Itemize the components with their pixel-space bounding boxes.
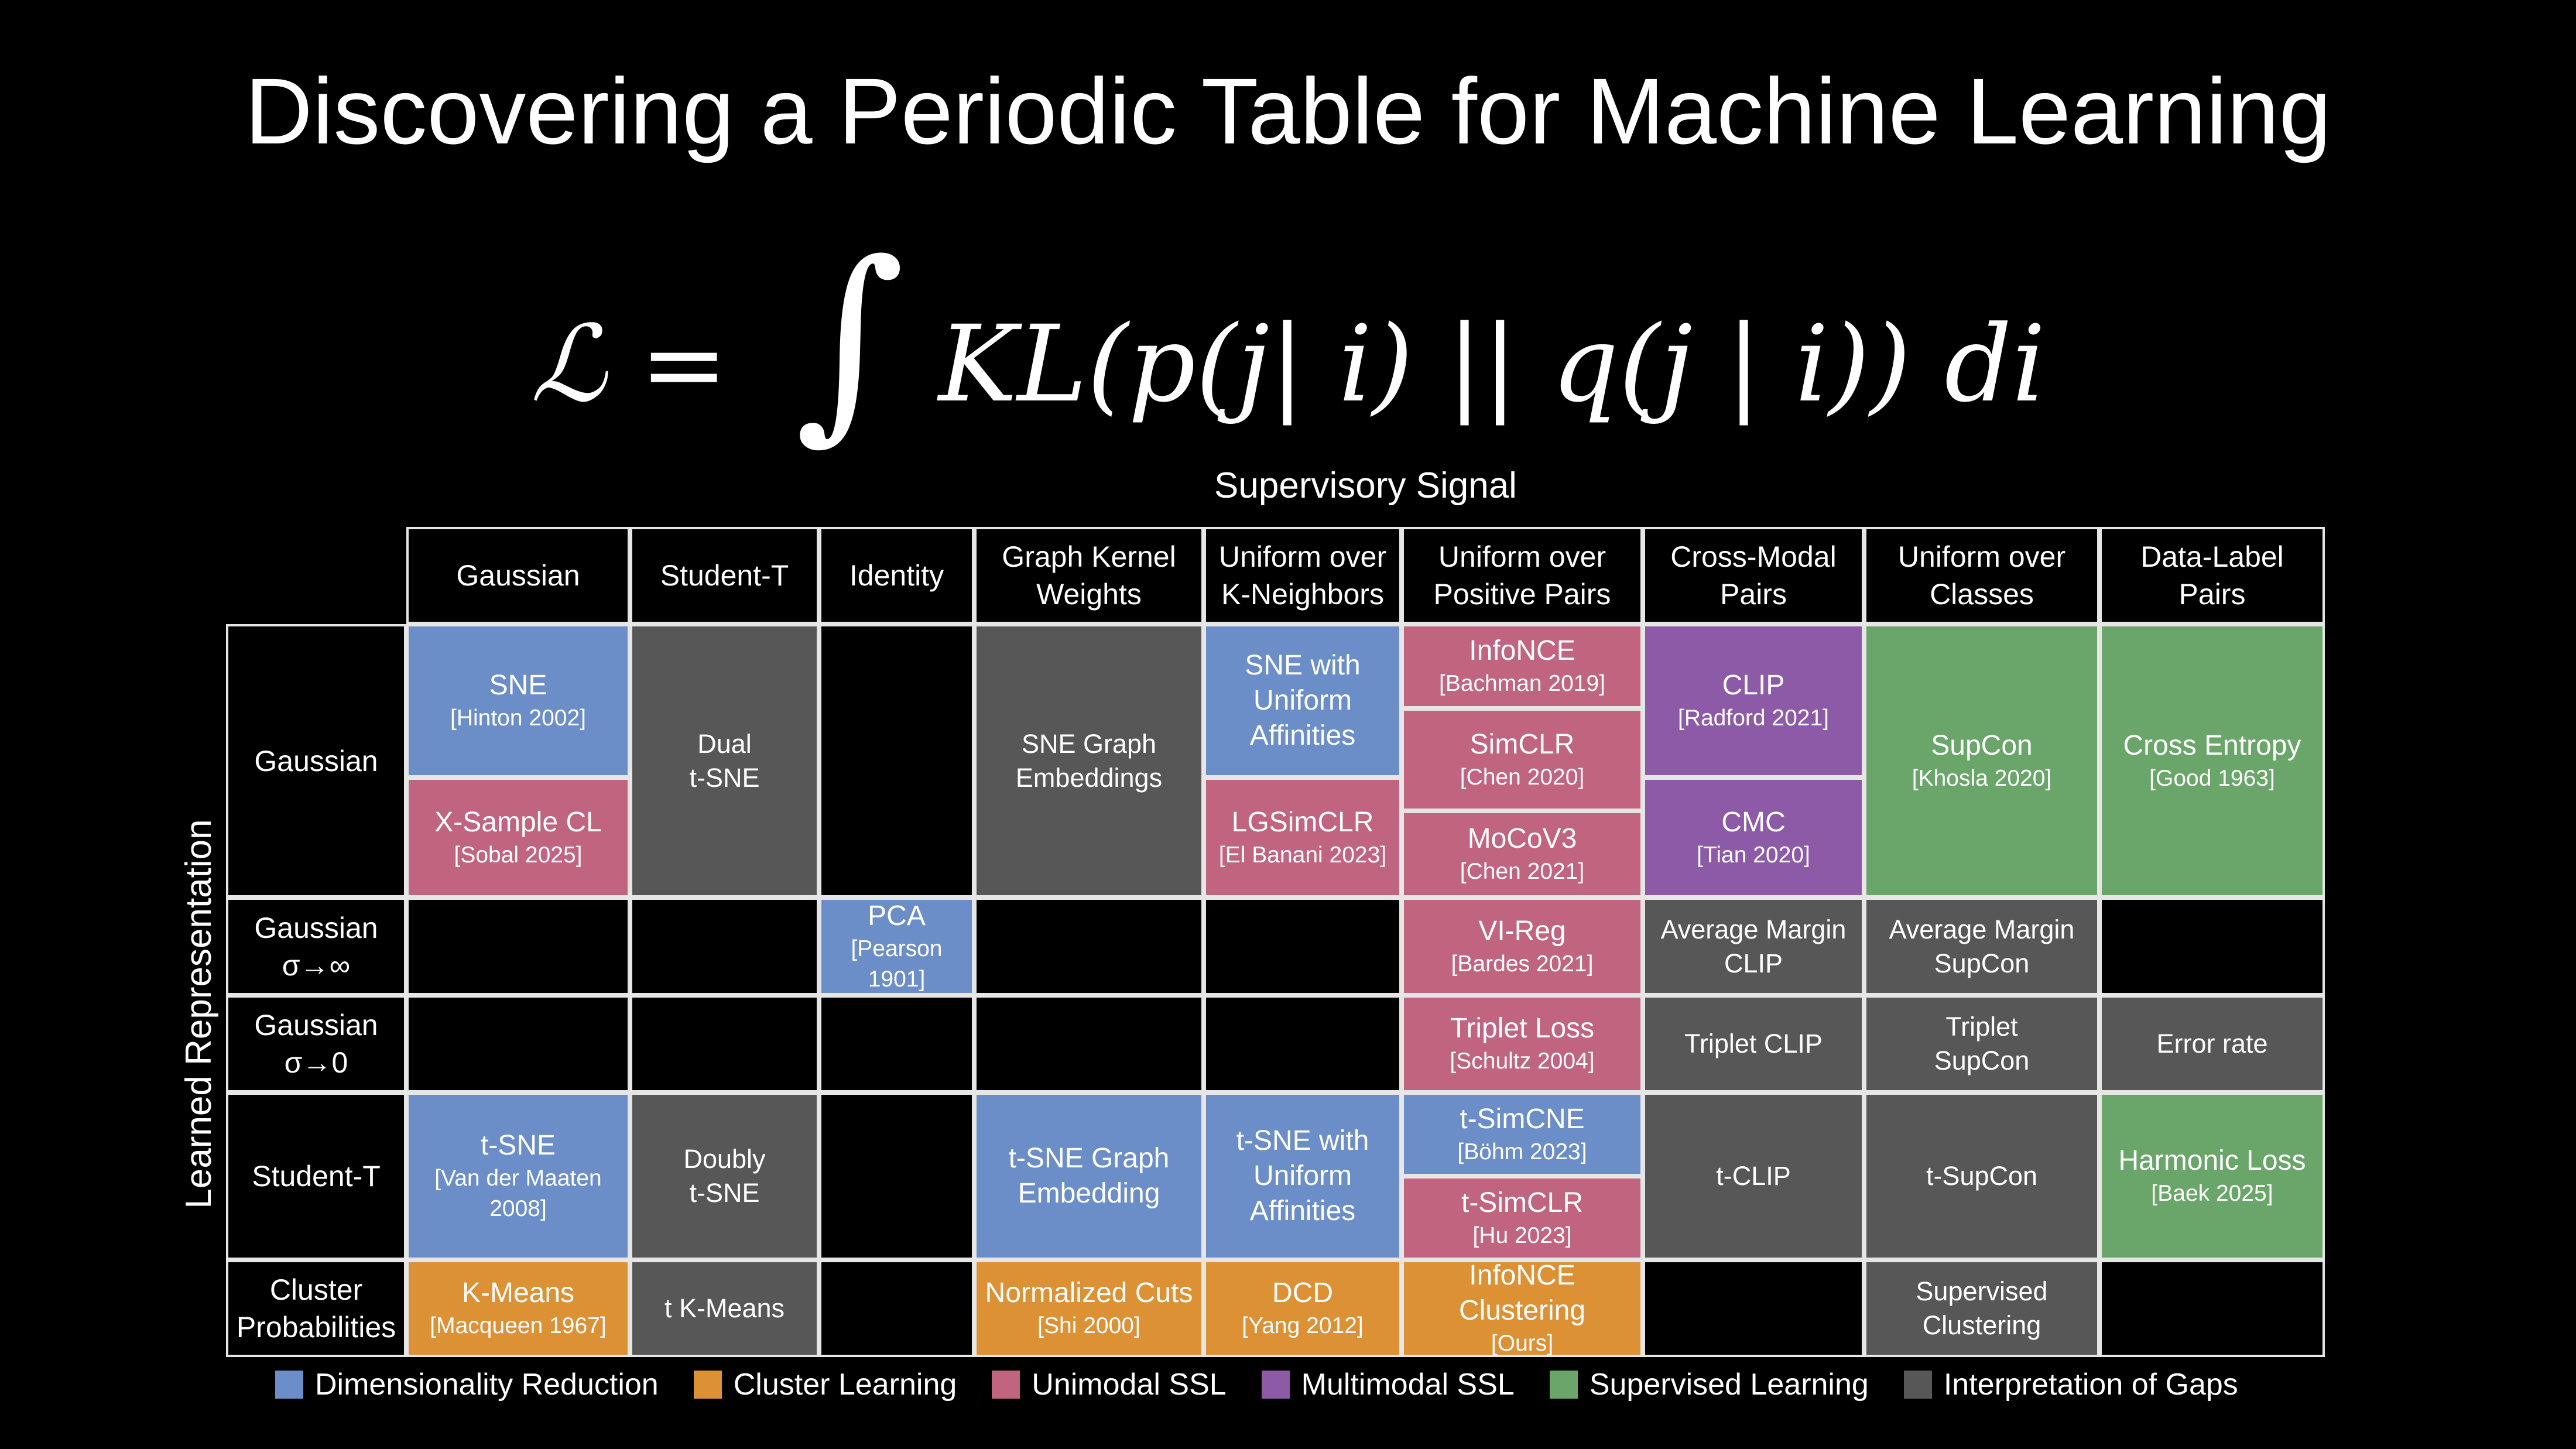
legend-swatch <box>1904 1371 1932 1399</box>
column-header-label: Identity <box>849 559 944 592</box>
method-citation <box>1460 762 1585 793</box>
legend-swatch <box>694 1371 722 1399</box>
empty-cell <box>974 995 1204 1092</box>
citation-line: [Good 1963] <box>2149 765 2275 791</box>
empty-cell <box>630 995 819 1092</box>
method-cell-vireg <box>1402 898 1643 995</box>
method-name-line: SNE <box>489 670 547 701</box>
method-cell-dual-tsne <box>630 624 819 898</box>
method-name-line: SimCLR <box>1469 728 1575 760</box>
empty-cell <box>819 995 974 1092</box>
method-name-line: InfoNCE <box>1469 1260 1575 1291</box>
column-header <box>1864 527 2099 624</box>
method-name-line: t-CLIP <box>1716 1161 1791 1191</box>
citation-line: [Schultz 2004] <box>1450 1049 1595 1074</box>
loss-formula <box>0 211 2576 482</box>
method-citation <box>430 1311 606 1341</box>
empty-cell <box>974 898 1204 995</box>
method-cell-avg-margin-clip <box>1643 898 1864 995</box>
method-name-line: t-SNE <box>689 762 760 793</box>
method-cell-tsimclr <box>1402 1176 1643 1260</box>
citation-line: [Chen 2021] <box>1460 859 1585 884</box>
row-header-label: Cluster <box>269 1273 363 1306</box>
row-header <box>226 995 406 1092</box>
method-name-line: t-SNE Graph <box>1008 1143 1170 1174</box>
column-header-label: Pairs <box>1720 578 1787 611</box>
citation-line: [Shi 2000] <box>1037 1313 1140 1338</box>
method-name-line: t-SNE <box>480 1130 556 1161</box>
method-cell-infonce-clustering <box>1402 1260 1643 1357</box>
column-header-label: Uniform over <box>1438 540 1606 573</box>
method-name <box>1245 648 1360 753</box>
method-name-line: Triplet CLIP <box>1684 1029 1823 1059</box>
method-name <box>481 1128 556 1163</box>
method-name-line: Supervised <box>1916 1276 2048 1306</box>
method-name-line: Average Margin <box>1660 914 1847 944</box>
row-header <box>226 1092 406 1260</box>
legend-swatch <box>992 1371 1020 1399</box>
method-name <box>462 1276 574 1311</box>
column-header-label: Gaussian <box>456 559 580 592</box>
row-header <box>226 1260 406 1357</box>
method-cell-error-rate <box>2099 995 2325 1092</box>
citation-line: [Hu 2023] <box>1472 1222 1572 1248</box>
method-name <box>1016 727 1162 795</box>
method-name-line: Uniform <box>1253 1160 1352 1191</box>
method-citation <box>450 703 586 734</box>
column-header <box>1204 527 1402 624</box>
citation-line: [Bardes 2021] <box>1451 951 1594 977</box>
column-header <box>630 527 819 624</box>
method-cell-sne-graph <box>974 624 1204 898</box>
method-name-line: Error rate <box>2156 1029 2268 1059</box>
method-name-line: Uniform <box>1253 685 1352 716</box>
method-name-line: Doubly <box>683 1144 766 1174</box>
method-name <box>1461 1186 1583 1221</box>
legend-item-clu <box>694 1367 957 1402</box>
method-citation <box>1460 857 1585 887</box>
method-name <box>489 668 547 703</box>
method-citation <box>1472 1221 1571 1251</box>
column-header <box>1643 527 1864 624</box>
method-name <box>1232 805 1374 840</box>
method-cell-xsample-cl <box>406 777 630 898</box>
method-name-line: InfoNCE <box>1469 635 1575 666</box>
citation-line: [Macqueen 1967] <box>430 1313 607 1338</box>
row-header-label: σ→0 <box>284 1046 348 1079</box>
empty-cell <box>819 1260 974 1357</box>
method-name <box>1009 1141 1170 1211</box>
column-header-label: Uniform over <box>1218 540 1387 573</box>
empty-cell <box>406 898 630 995</box>
citation-line: [Khosla 2020] <box>1912 765 2052 791</box>
row-header <box>226 898 406 995</box>
supervisory-signal-axis-label: Supervisory Signal <box>1214 465 1517 506</box>
page-title: Discovering a Periodic Table for Machine Learning <box>245 59 2331 163</box>
column-header <box>1402 527 1643 624</box>
empty-cell <box>630 898 819 995</box>
method-cell-avg-margin-supcon <box>1864 898 2099 995</box>
method-name <box>683 1142 765 1210</box>
legend-item-uni <box>992 1367 1226 1402</box>
row-header-label: Student-T <box>252 1160 381 1193</box>
method-cell-supervised-clustering <box>1864 1260 2099 1357</box>
method-name-line: LGSimCLR <box>1231 806 1374 838</box>
column-header <box>819 527 974 624</box>
method-name-line: Affinities <box>1249 720 1356 751</box>
method-cell-sne <box>406 624 630 777</box>
legend-item-gap <box>1904 1367 2238 1402</box>
citation-line: [Chen 2020] <box>1460 764 1585 790</box>
legend-label: Dimensionality Reduction <box>315 1368 659 1402</box>
method-name-line: t-SNE with <box>1236 1125 1369 1156</box>
citation-line: [Sobal 2025] <box>454 842 583 868</box>
column-header <box>2099 527 2325 624</box>
method-name-line: t-SimCLR <box>1461 1187 1583 1218</box>
method-citation <box>1678 703 1829 734</box>
method-name <box>689 727 759 795</box>
method-name-line: Clustering <box>1458 1295 1586 1326</box>
method-name-line: CLIP <box>1724 948 1783 978</box>
method-name <box>2156 1027 2267 1061</box>
method-name <box>1469 633 1575 669</box>
empty-cell <box>1204 898 1402 995</box>
method-name-line: Cross Entropy <box>2123 729 2301 761</box>
method-cell-cmc <box>1643 777 1864 898</box>
method-name <box>434 805 601 840</box>
method-name <box>1460 1102 1584 1137</box>
column-header-label: Positive Pairs <box>1433 578 1611 611</box>
citation-line: [Pearson 1901] <box>851 936 943 992</box>
method-name-line: Embedding <box>1018 1178 1160 1209</box>
method-cell-t-kmeans <box>630 1260 819 1357</box>
method-cell-dcd <box>1204 1260 1402 1357</box>
column-header <box>974 527 1204 624</box>
legend-item-dim <box>275 1367 659 1402</box>
formula-lhs: ℒ = <box>530 303 728 426</box>
method-name <box>1450 1011 1594 1046</box>
column-header-label: Uniform over <box>1897 540 2066 573</box>
method-citation <box>2151 1179 2273 1209</box>
citation-line: 2008] <box>489 1196 547 1221</box>
empty-cell <box>1204 995 1402 1092</box>
empty-cell <box>2099 898 2325 995</box>
legend-swatch <box>1262 1371 1290 1399</box>
method-name-line: t-SNE <box>689 1178 760 1208</box>
method-name <box>868 899 926 934</box>
legend-item-sup <box>1550 1367 1869 1402</box>
method-citation <box>1457 1137 1587 1167</box>
method-name <box>1470 727 1575 762</box>
method-citation <box>1697 840 1810 871</box>
method-cell-simclr <box>1402 708 1643 811</box>
method-citation <box>1037 1311 1140 1341</box>
empty-cell <box>819 1092 974 1260</box>
method-name-line: Normalized Cuts <box>985 1277 1193 1308</box>
method-cell-harmonic-loss <box>2099 1092 2325 1260</box>
method-cell-infonce <box>1402 624 1643 708</box>
method-name <box>2123 728 2301 763</box>
row-header-label: Probabilities <box>236 1311 396 1344</box>
column-header-label: Graph Kernel <box>1002 540 1176 573</box>
method-citation <box>1439 669 1605 699</box>
method-citation <box>434 1163 601 1224</box>
row-header <box>226 624 406 898</box>
citation-line: [Ours] <box>1491 1331 1554 1356</box>
method-cell-kmeans <box>406 1260 630 1357</box>
legend-label: Cluster Learning <box>733 1368 957 1402</box>
method-name-line: Triplet Loss <box>1450 1013 1595 1044</box>
method-name-line: Average Margin <box>1889 914 2075 944</box>
method-name <box>1478 914 1566 949</box>
method-cell-triplet-clip <box>1643 995 1864 1092</box>
method-name <box>1236 1123 1369 1229</box>
method-name-line: PCA <box>868 900 926 931</box>
method-citation <box>1242 1311 1363 1341</box>
method-name-line: Embeddings <box>1015 762 1163 793</box>
column-header-label: Weights <box>1036 578 1142 611</box>
method-name <box>664 1292 785 1325</box>
legend-swatch <box>275 1371 303 1399</box>
citation-line: [Yang 2012] <box>1242 1313 1364 1338</box>
method-citation <box>1491 1328 1553 1359</box>
column-header-label: Cross-Modal <box>1670 540 1837 573</box>
method-name <box>1916 1275 2047 1342</box>
method-name-line: SNE with <box>1245 650 1361 681</box>
method-name-line: Dual <box>697 728 752 759</box>
method-name-line: K-Means <box>461 1277 575 1308</box>
method-name <box>1684 1027 1823 1061</box>
method-name <box>1931 728 2032 763</box>
citation-line: [Tian 2020] <box>1697 842 1810 868</box>
method-cell-tclip <box>1643 1092 1864 1260</box>
method-cell-mocov3 <box>1402 811 1643 898</box>
row-header-label: Gaussian <box>254 1009 378 1042</box>
citation-line: [Bachman 2019] <box>1438 671 1606 696</box>
method-cell-triplet-loss <box>1402 995 1643 1092</box>
method-name-line: MoCoV3 <box>1467 823 1577 854</box>
integral-sign: ∫ <box>795 217 905 462</box>
formula-rhs: KL(p(j| i) || q(j | i)) di <box>938 303 2046 426</box>
legend-swatch <box>1550 1371 1578 1399</box>
method-citation <box>825 934 968 995</box>
method-cell-normalized-cuts <box>974 1260 1204 1357</box>
method-name-line: SNE Graph <box>1021 728 1157 759</box>
citation-line: [Baek 2025] <box>2151 1181 2273 1206</box>
method-name-line: VI-Reg <box>1478 915 1566 947</box>
row-header-label: σ→∞ <box>282 948 351 982</box>
method-cell-tsne-uniform <box>1204 1092 1402 1260</box>
method-cell-tsne-graph <box>974 1092 1204 1260</box>
citation-line: [Van der Maaten <box>434 1166 602 1191</box>
method-name-line: SupCon <box>1931 729 2033 761</box>
method-cell-doubly-tsne <box>630 1092 819 1260</box>
row-header-label: Gaussian <box>254 744 378 777</box>
method-citation <box>454 840 582 871</box>
method-name <box>1468 821 1577 857</box>
column-header-label: Pairs <box>2178 578 2246 611</box>
column-header-label: Student-T <box>660 559 789 592</box>
legend-label: Multimodal SSL <box>1301 1368 1515 1402</box>
citation-line: [El Banani 2023] <box>1218 842 1387 868</box>
method-name <box>985 1276 1193 1311</box>
method-cell-triplet-supcon <box>1864 995 2099 1092</box>
column-header-label: Classes <box>1930 578 2034 611</box>
method-cell-pca <box>819 898 974 995</box>
method-citation <box>1912 763 2052 794</box>
method-cell-sne-uniform <box>1204 624 1402 777</box>
column-header-label: K-Neighbors <box>1221 578 1384 611</box>
method-name-line: CMC <box>1721 806 1786 838</box>
method-name-line: CLIP <box>1722 670 1785 701</box>
method-name <box>1272 1276 1333 1311</box>
method-cell-cross-entropy <box>2099 624 2325 898</box>
method-citation <box>1219 840 1386 871</box>
method-name-line: DCD <box>1272 1277 1333 1308</box>
method-name-line: Clustering <box>1922 1310 2041 1340</box>
method-cell-supcon <box>1864 624 2099 898</box>
empty-cell <box>2099 1260 2325 1357</box>
citation-line: [Böhm 2023] <box>1457 1139 1587 1164</box>
method-cell-tsne <box>406 1092 630 1260</box>
empty-cell <box>1643 1260 1864 1357</box>
method-name-line: Affinities <box>1249 1195 1356 1227</box>
legend-label: Interpretation of Gaps <box>1943 1368 2238 1402</box>
method-name-line: SupCon <box>1934 1046 2030 1075</box>
learned-representation-axis-label: Learned Representation <box>179 819 219 1209</box>
method-name-line: t-SimCNE <box>1460 1103 1585 1135</box>
method-citation <box>1450 1046 1594 1077</box>
method-name <box>1459 1258 1585 1328</box>
method-name <box>1716 1159 1791 1193</box>
method-name <box>2118 1143 2306 1179</box>
method-name-line: Harmonic Loss <box>2118 1145 2306 1176</box>
row-header-label: Gaussian <box>254 911 378 944</box>
method-name <box>1722 668 1785 703</box>
method-name <box>1926 1159 2037 1193</box>
method-name-line: Triplet <box>1945 1012 2018 1042</box>
method-citation <box>2149 763 2275 794</box>
method-citation <box>1451 949 1594 979</box>
method-name <box>1721 805 1785 840</box>
method-name <box>1934 1010 2030 1078</box>
method-name <box>1889 913 2075 981</box>
method-cell-tsupcon <box>1864 1092 2099 1260</box>
citation-line: [Radford 2021] <box>1677 705 1829 731</box>
method-name-line: X-Sample CL <box>434 806 602 838</box>
column-header <box>406 527 630 624</box>
legend-label: Supervised Learning <box>1589 1368 1869 1402</box>
legend-item-mul <box>1262 1367 1515 1402</box>
method-name-line: SupCon <box>1934 948 2030 978</box>
method-cell-clip <box>1643 624 1864 777</box>
legend-label: Unimodal SSL <box>1032 1368 1227 1402</box>
column-header-label: Data-Label <box>2140 540 2284 573</box>
empty-cell <box>406 995 630 1092</box>
method-cell-lgsimclr <box>1204 777 1402 898</box>
method-cell-tsimcne <box>1402 1092 1643 1176</box>
method-name-line: t-SupCon <box>1926 1161 2038 1191</box>
method-name-line: t K-Means <box>664 1293 785 1323</box>
legend <box>275 1364 2273 1405</box>
method-name <box>1661 913 1847 981</box>
empty-cell <box>819 624 974 898</box>
citation-line: [Hinton 2002] <box>450 705 586 731</box>
